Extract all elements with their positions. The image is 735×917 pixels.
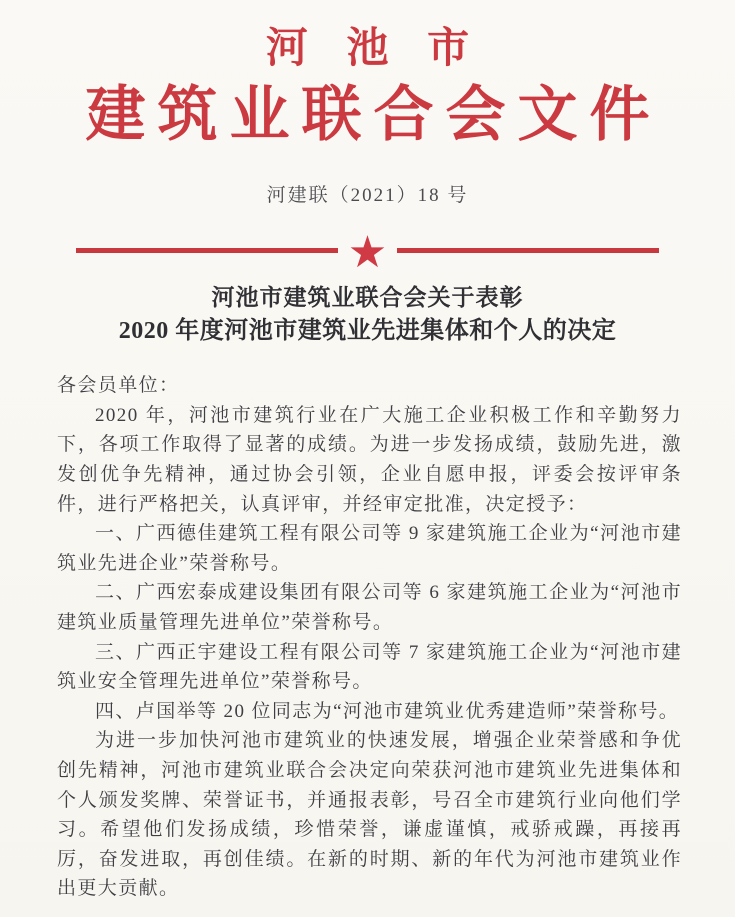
- issuer-name-federation: 建筑业联合会文件: [85, 82, 662, 149]
- divider-line-left: [76, 248, 338, 253]
- salutation: 各会员单位：: [57, 375, 180, 397]
- document-title-line1: 河池市建筑业联合会关于表彰: [211, 285, 524, 311]
- paragraph-closing: 为进一步加快河池市建筑业的快速发展，增强企业荣誉感和争优创先精神，河池市建筑业联合会决定向荣获河池市建筑业先进集体和个人颁发奖牌、荣誉证书，并通报表彰，号召全市建筑行业向他们学习。希望他们发扬成绩，珍惜荣誉，谦虚谨慎，戒骄戒躁，再接再厉，奋发进取，再创佳绩。在新的时期、新的年代为河池市建筑业作出更大贡献。: [57, 730, 682, 900]
- paragraph-item-3: 三、广西正宇建设工程有限公司等 7 家建筑施工企业为“河池市建筑业安全管理先进单位”荣誉称号。: [57, 641, 682, 693]
- paragraph-item-4: 四、卢国举等 20 位同志为“河池市建筑业优秀建造师”荣誉称号。: [95, 700, 680, 722]
- paragraph-item-2: 二、广西宏泰成建设集团有限公司等 6 家建筑施工企业为“河池市建筑业质量管理先进单位”荣誉称号。: [57, 582, 682, 633]
- paragraph-intro: 2020 年，河池市建筑行业在广大施工企业积极工作和辛勤努力下，各项工作取得了显著的成绩。为进一步发扬成绩，鼓励先进，激发创优争先精神，通过协会引领，企业自愿申报，评委会按评审条件，进行严格把关，认真评审，并经审定批准，决定授予：: [57, 404, 682, 515]
- issuer-name-city: 河池市: [265, 26, 508, 72]
- document-body: [57, 371, 682, 904]
- document-title: [0, 281, 735, 349]
- star-icon: ★: [347, 228, 388, 278]
- divider-line-right: [397, 248, 659, 253]
- paragraph-item-1: 一、广西德佳建筑工程有限公司等 9 家建筑施工企业为“河池市建筑业先进企业”荣誉称号。: [57, 523, 682, 574]
- document-title-line2: 2020 年度河池市建筑业先进集体和个人的决定: [118, 318, 617, 345]
- document-number: 河建联（2021）18 号: [266, 185, 469, 207]
- red-divider: [0, 228, 735, 278]
